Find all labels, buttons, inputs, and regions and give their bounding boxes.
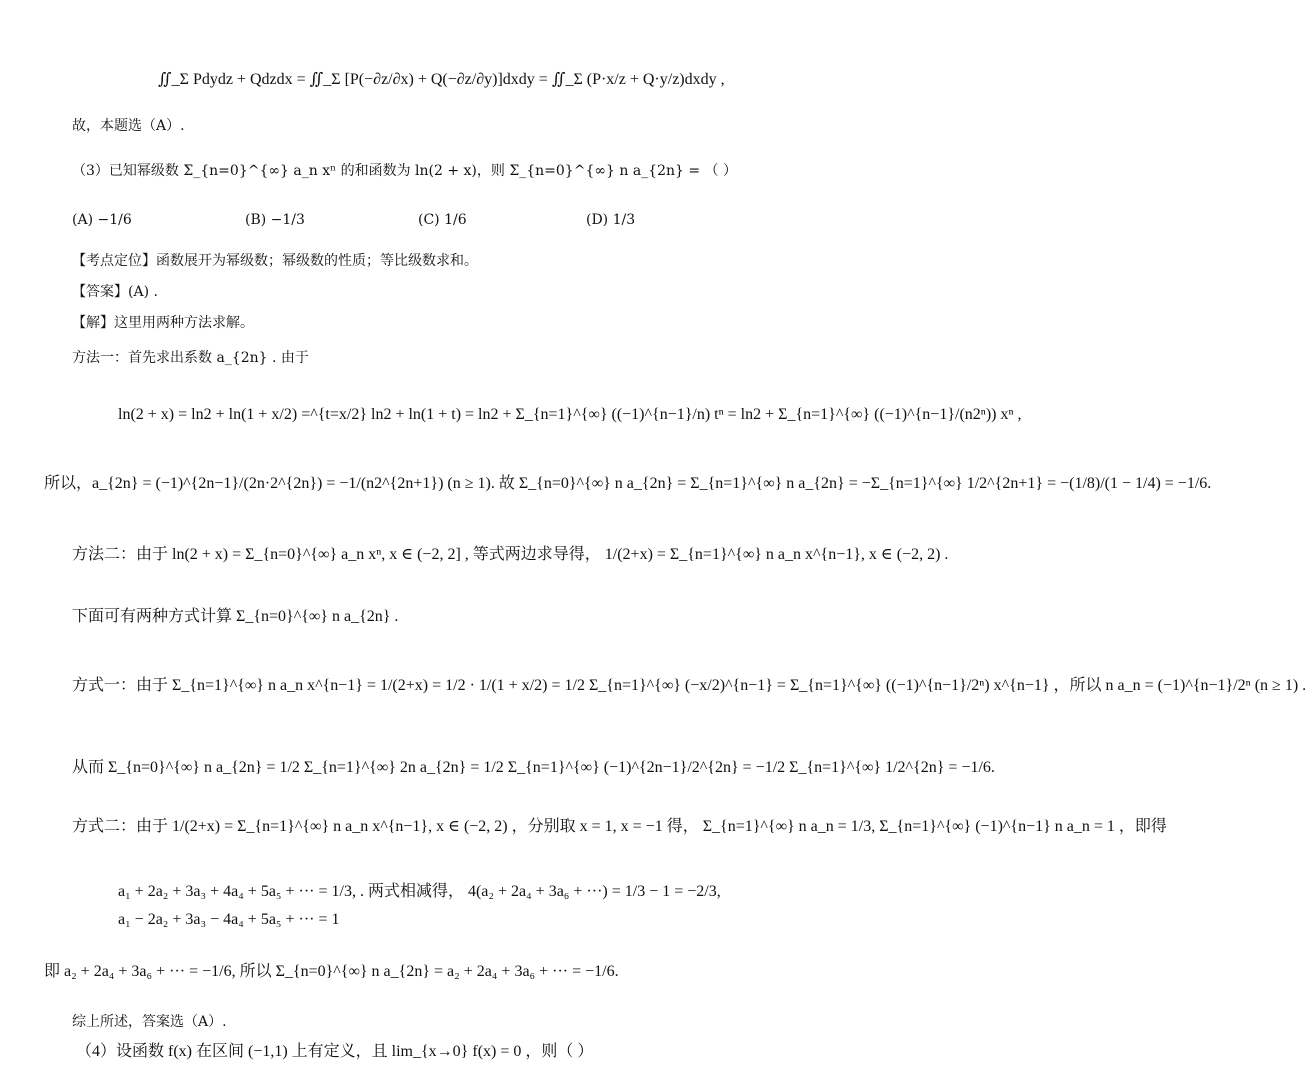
ln-series-expansion: ln(2 + x) = ln2 + ln(1 + x/2) =^{t=x/2} ln2 + ln(1 + t) = ln2 + Σ_{n=1}^{∞} ((−1)^{n−1}/n) tⁿ = ln2 + Σ_{n=1}^{∞} ((−1)^{n−1}/(n2ⁿ)) xⁿ , bbox=[118, 406, 1022, 423]
way-one-series: 方式一：由于 Σ_{n=1}^{∞} n a_n x^{n−1} = 1/(2+x) = 1/2 · 1/(1 + x/2) = 1/2 Σ_{n=1}^{∞} (−x/2)^{n−1} = Σ_{n=1}^{∞} ((−1)^{n−1}/2ⁿ) x^{n−1} ，所以 n a_n = (−1)^{n−1}/2ⁿ (n ≥ 1) . bbox=[72, 677, 1306, 694]
answer: 【答案】(A) . bbox=[72, 284, 158, 300]
two-ways-intro: 下面可有两种方式计算 Σ_{n=0}^{∞} n a_{2n} . bbox=[72, 608, 399, 625]
option-d: (D) 1/3 bbox=[586, 212, 636, 228]
way-one-result: 从而 Σ_{n=0}^{∞} n a_{2n} = 1/2 Σ_{n=1}^{∞} 2n a_{2n} = 1/2 Σ_{n=1}^{∞} (−1)^{2n−1}/2^{2n} = −1/2 Σ_{n=1}^{∞} 1/2^{2n} = −1/6. bbox=[72, 759, 995, 776]
solution-intro: 【解】这里用两种方法求解。 bbox=[72, 315, 254, 331]
question-3-stem: （3）已知幂级数 Σ_{n=0}^{∞} a_n xⁿ 的和函数为 ln(2 + x)，则 Σ_{n=0}^{∞} n a_{2n} = （ ） bbox=[72, 163, 738, 179]
method-two-derivative: 方法二：由于 ln(2 + x) = Σ_{n=0}^{∞} a_n xⁿ, x ∈ (−2, 2] , 等式两边求导得， 1/(2+x) = Σ_{n=1}^{∞} n a_n x^{n−1}, x ∈ (−2, 2) . bbox=[72, 546, 949, 563]
final-conclusion: 综上所述，答案选（A）. bbox=[72, 1014, 227, 1030]
option-b: (B) −1/3 bbox=[245, 212, 305, 228]
knowledge-point: 【考点定位】函数展开为幂级数；幂级数的性质；等比级数求和。 bbox=[72, 253, 478, 269]
system-equation-1: a₁ + 2a₂ + 3a₃ + 4a₄ + 5a₅ + ··· = 1/3, . 两式相减得， 4(a₂ + 2a₄ + 3a₆ + ···) = 1/3 − 1 = −2/3, bbox=[118, 883, 721, 900]
surface-integral-equation: ∬_Σ Pdydz + Qdzdx = ∬_Σ [P(−∂z/∂x) + Q(−∂z/∂y)]dxdy = ∬_Σ (P·x/z + Q·y/z)dxdy , bbox=[158, 71, 725, 88]
way-two-substitution: 方式二：由于 1/(2+x) = Σ_{n=1}^{∞} n a_n x^{n−1}, x ∈ (−2, 2) ，分别取 x = 1, x = −1 得， Σ_{n=1}^{∞} n a_n = 1/3, Σ_{n=1}^{∞} (−1)^{n−1} n a_n = 1 ，即得 bbox=[72, 818, 1167, 835]
question-2-conclusion: 故，本题选（A）. bbox=[72, 118, 185, 134]
question-4-stem: （4）设函数 f(x) 在区间 (−1,1) 上有定义，且 lim_{x→0} f(x) = 0 ，则（ ） bbox=[76, 1043, 594, 1060]
option-c: (C) 1/6 bbox=[418, 212, 467, 228]
coefficient-derivation: 所以，a_{2n} = (−1)^{2n−1}/(2n·2^{2n}) = −1/(n2^{2n+1}) (n ≥ 1). 故 Σ_{n=0}^{∞} n a_{2n} = Σ_{n=1}^{∞} n a_{2n} = −Σ_{n=1}^{∞} 1/2^{2n+1} = −(1/8)/(1 − 1/4) = −1/6. bbox=[44, 475, 1212, 492]
system-equation-2: a₁ − 2a₂ + 3a₃ − 4a₄ + 5a₅ + ··· = 1 bbox=[118, 911, 340, 928]
option-a: (A) −1/6 bbox=[72, 212, 132, 228]
way-two-result: 即 a₂ + 2a₄ + 3a₆ + ··· = −1/6, 所以 Σ_{n=0}^{∞} n a_{2n} = a₂ + 2a₄ + 3a₆ + ··· = −1/6. bbox=[44, 963, 619, 980]
method-one-title: 方法一：首先求出系数 a_{2n} . 由于 bbox=[72, 350, 309, 366]
